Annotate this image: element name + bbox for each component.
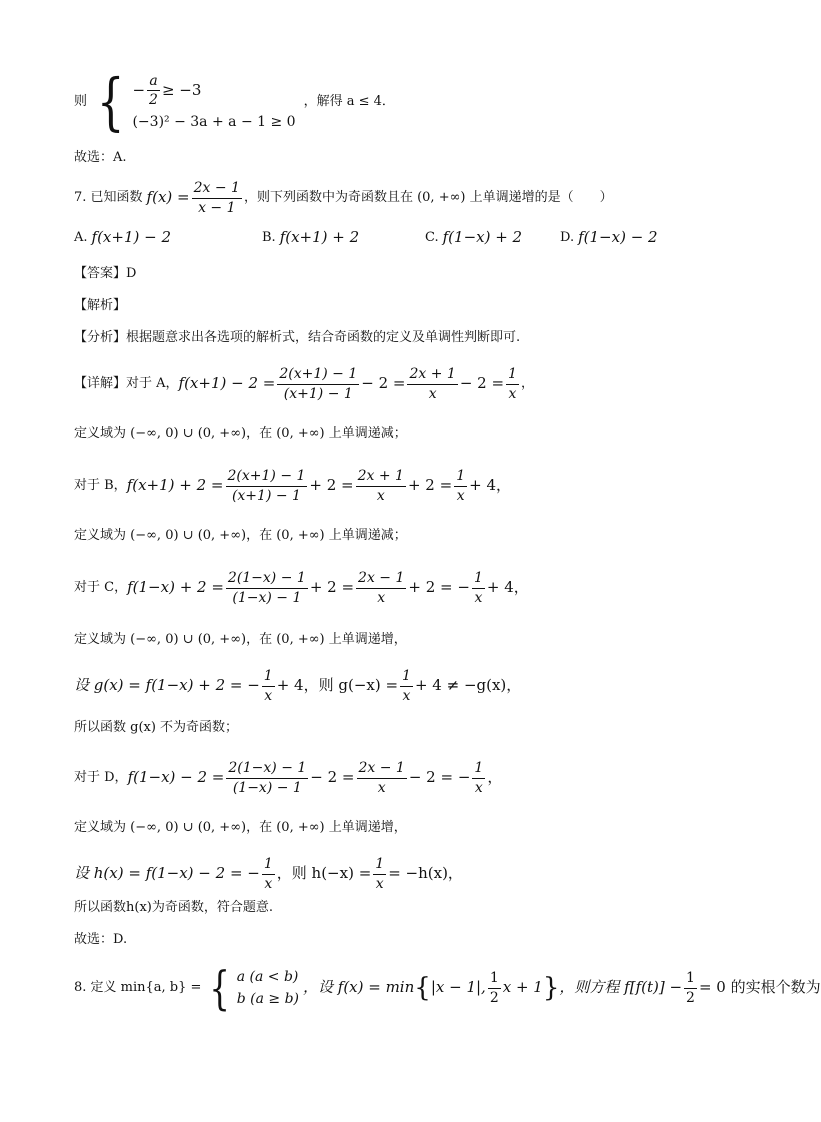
q8-cases: { a (a < b) b (a ≥ b) [209, 961, 299, 1015]
q7-detail-c: 对于 C， f(1−x) + 2 = $\frac{2(1-x) - 1}{(1-x) - 1}$ + 2 = $\frac{2x - 1}{x}$ + 2 = − $\frac{1}{x}$ + 4， [74, 570, 529, 606]
q7-h-definition: 设 h(x) = f(1−x) − 2 = − $\frac{1}{x}$ ，则 h(−x) = $\frac{1}{x}$ = −h(x)， [74, 856, 463, 892]
q7-detail-a: 【详解】对于 A， f(x+1) − 2 = $\frac{2(x+1) - 1}{(x+1) - 1}$ − 2 = $\frac{2x + 1}{x}$ − 2 = $\frac{1}{x}$ ， [74, 366, 534, 402]
prev-system-row-2: (−3)² − 3a + a − 1 ≥ 0 [132, 113, 296, 130]
prev-choice: 故选：A. [74, 150, 127, 165]
right-curly-icon: } [542, 973, 560, 1003]
q7-g-conclusion: 所以函数 g(x) 不为奇函数； [74, 720, 239, 735]
q7-option-a[interactable]: A. f(x+1) − 2 [74, 228, 172, 246]
q7-answer: 【答案】D [74, 266, 137, 281]
q7-domain-b: 定义域为 (−∞, 0) ∪ (0, +∞)，在 (0, +∞) 上单调递减； [74, 528, 407, 543]
q7-option-b[interactable]: B. f(x+1) + 2 [262, 228, 360, 246]
q7-stem: 7. 已知函数 f(x) = $\frac{2x - 1}{x - 1}$ ，则下列函数中为奇函数且在 (0, +∞) 上单调递增的是（ ） [74, 180, 613, 216]
left-curly-icon: { [414, 973, 431, 1003]
q7-choice: 故选：D. [74, 932, 128, 947]
q7-analysis: 【分析】根据题意求出各选项的解析式，结合奇函数的定义及单调性判断即可. [74, 330, 521, 345]
q7-g-definition: 设 g(x) = f(1−x) + 2 = − $\frac{1}{x}$ + 4，则 g(−x) = $\frac{1}{x}$ + 4 ≠ −g(x)， [74, 668, 522, 704]
prev-system-row-1: − $\frac{a}{2}$ ≥ −3 [132, 73, 202, 109]
q7-domain-a: 定义域为 (−∞, 0) ∪ (0, +∞)，在 (0, +∞) 上单调递减； [74, 426, 407, 441]
prev-row1-fraction: $\frac{a}{2}$ [149, 73, 158, 109]
q7-domain-c: 定义域为 (−∞, 0) ∪ (0, +∞)，在 (0, +∞) 上单调递增， [74, 632, 407, 647]
q7-detail-b: 对于 B， f(x+1) + 2 = $\frac{2(x+1) - 1}{(x+1) - 1}$ + 2 = $\frac{2x + 1}{x}$ + 2 = $\frac{1}{x}$ + 4， [74, 468, 511, 504]
q7-detail-d: 对于 D， f(1−x) − 2 = $\frac{2(1-x) - 1}{(1-x) - 1}$ − 2 = $\frac{2x - 1}{x}$ − 2 = − $\frac{1}{x}$ ， [74, 760, 503, 796]
prev-result: ，解得 a ≤ 4． [303, 93, 395, 109]
q7-analysis-head: 【解析】 [74, 298, 127, 313]
q7-fraction: $\frac{2x - 1}{x - 1}$ [193, 180, 240, 216]
left-brace-icon: { [96, 65, 125, 138]
q7-option-d[interactable]: D. f(1−x) − 2 [560, 228, 658, 246]
prev-lead: 则 [74, 93, 88, 109]
prev-system-line [74, 66, 734, 138]
q7-domain-d: 定义域为 (−∞, 0) ∪ (0, +∞)，在 (0, +∞) 上单调递增， [74, 820, 407, 835]
prev-system [91, 65, 296, 138]
q8-stem: 8. 定义 min{a, b} = { a (a < b) b (a ≥ b) ，设 f(x) = min { |x − 1|, $\frac{1}{2}$ x + 1 } ，则方程 f[f(t)] − $\frac{1}{2}$ = 0 的实根个数为 [74, 961, 821, 1015]
left-brace-icon: { [209, 961, 231, 1015]
q7-option-c[interactable]: C. f(1−x) + 2 [425, 228, 523, 246]
q7-h-conclusion: 所以函数h(x)为奇函数，符合题意. [74, 900, 273, 915]
